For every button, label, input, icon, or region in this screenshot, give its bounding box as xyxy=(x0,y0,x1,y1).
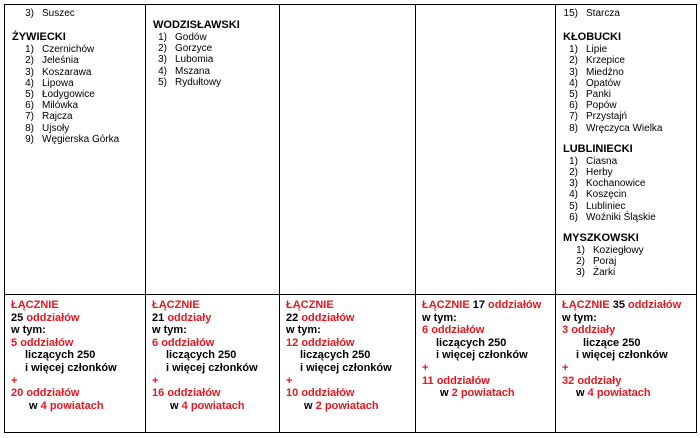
gmina-item: 4) Mszana xyxy=(158,65,211,77)
summary-heading: ŁĄCZNIE xyxy=(11,299,59,311)
gmina-item: 5) Rydułtowy xyxy=(158,76,222,88)
summary-row xyxy=(5,295,697,433)
summary-large-count: 3 oddziały xyxy=(562,324,616,337)
summary-large-desc: liczących 250 xyxy=(25,349,96,362)
summary-intro: w tym: xyxy=(152,324,187,337)
summary-intro: w tym: xyxy=(422,311,457,324)
gmina-item: 1) Godów xyxy=(158,32,207,43)
gmina-item: 1) Koziegłowy xyxy=(576,245,644,257)
summary-plus: + xyxy=(562,361,569,374)
gmina-list-myszkowski xyxy=(563,245,691,279)
summary-cell-2 xyxy=(146,295,280,433)
gmina-item: 2) Gorzyce xyxy=(158,43,213,55)
gmina-item: 2) Poraj xyxy=(576,256,617,268)
summary-intro: w tym: xyxy=(11,324,46,337)
summary-rest-count: 32 oddziały xyxy=(562,374,622,387)
gminas-cell-3 xyxy=(280,5,416,295)
gmina-item: 4) Lipowa xyxy=(25,77,74,89)
summary-where: w 4 powiatach xyxy=(29,399,104,412)
summary-intro: w tym: xyxy=(286,324,321,337)
gminas-cell-2 xyxy=(146,5,280,295)
gmina-item: 5) Łodygowice xyxy=(25,89,95,101)
gmina-list-continued xyxy=(563,8,691,19)
summary-rest-count: 11 oddziałów xyxy=(422,374,490,387)
gmina-item: 8) Ujsoły xyxy=(25,122,70,134)
summary-large-desc: liczących 250 xyxy=(300,349,371,362)
summary-large-desc: i więcej członków xyxy=(436,349,528,362)
gmina-item: 3) Lubomia xyxy=(158,54,214,66)
summary-rest-count: 16 oddziałów xyxy=(152,387,221,400)
summary-large-count: 6 oddziałów xyxy=(152,336,215,349)
summary-large-count: 5 oddziałów xyxy=(11,336,74,349)
gmina-item: 7) Przystajń xyxy=(569,111,628,123)
gmina-item: 3) Suszec xyxy=(25,8,75,19)
summary-large-desc: i więcej członków xyxy=(166,361,258,374)
summary-plus: + xyxy=(286,374,293,387)
gmina-item: 3) Miedźno xyxy=(569,66,624,78)
county-title-myszkowski: MYSZKOWSKI xyxy=(563,232,639,245)
gmina-list-continued xyxy=(12,8,140,19)
summary-cell-1 xyxy=(5,295,146,433)
gminas-cell-1 xyxy=(5,5,146,295)
summary-heading: ŁĄCZNIE xyxy=(286,299,334,311)
gmina-item: 15) Starcza xyxy=(563,8,620,19)
summary-plus: + xyxy=(422,361,429,374)
gmina-list-wodzislawski xyxy=(153,32,274,88)
gmina-item: 3) Koszarawa xyxy=(25,66,92,78)
summary-total: 25 oddziałów xyxy=(11,311,80,324)
summary-large-desc: i więcej członków xyxy=(25,361,117,374)
summary-rest-count: 10 oddziałów xyxy=(286,387,355,400)
summary-large-count: 6 oddziałów xyxy=(422,324,485,337)
summary-heading-total: ŁĄCZNIE 17 oddziałów xyxy=(422,299,542,311)
summary-large-desc: liczących 250 xyxy=(166,349,237,362)
gmina-item: 2) Jeleśnia xyxy=(25,55,79,67)
summary-large-desc: i więcej członków xyxy=(300,361,392,374)
county-title-wodzislawski: WODZISŁAWSKI xyxy=(153,19,240,31)
summary-cell-3 xyxy=(280,295,416,433)
summary-large-count: 12 oddziałów xyxy=(286,336,355,349)
gmina-item: 1) Czernichów xyxy=(25,44,95,56)
county-title-zywiecki: ŻYWIECKI xyxy=(12,31,66,44)
summary-plus: + xyxy=(152,374,159,387)
summary-total: 21 oddziały xyxy=(152,311,212,324)
districts-table xyxy=(4,4,697,433)
gmina-list-lubliniecki xyxy=(563,156,691,223)
summary-large-desc: i więcej członków xyxy=(576,349,668,362)
gmina-item: 5) Panki xyxy=(569,89,612,101)
summary-large-desc: liczące 250 xyxy=(583,336,641,349)
gmina-item: 3) Żarki xyxy=(576,267,616,279)
summary-plus: + xyxy=(11,374,18,387)
county-title-lubliniecki: LUBLINIECKI xyxy=(563,142,633,155)
summary-large-desc: liczących 250 xyxy=(436,336,507,349)
summary-heading-total: ŁĄCZNIE 35 oddziałów xyxy=(562,299,682,311)
gmina-item: 4) Opatów xyxy=(569,77,621,89)
gmina-item: 2) Herby xyxy=(569,167,613,179)
summary-rest-count: 20 oddziałów xyxy=(11,387,80,400)
gmina-item: 6) Milówka xyxy=(25,100,79,112)
gminas-cell-4 xyxy=(416,5,556,295)
gmina-item: 1) Ciasna xyxy=(569,155,618,167)
gmina-item: 5) Lubliniec xyxy=(569,200,626,212)
summary-intro: w tym: xyxy=(562,311,597,324)
gmina-item: 3) Kochanowice xyxy=(569,178,646,190)
gmina-item: 4) Koszęcin xyxy=(569,189,627,201)
gmina-list-klobucki xyxy=(563,44,691,134)
gmina-item: 6) Woźniki Śląskie xyxy=(569,211,656,223)
gmina-item: 6) Popów xyxy=(569,100,617,112)
gmina-item: 9) Węgierska Górka xyxy=(25,133,120,145)
gminas-cell-5 xyxy=(556,5,697,295)
summary-heading: ŁĄCZNIE xyxy=(152,299,200,311)
gmina-item: 8) Wręczyca Wielka xyxy=(569,122,663,134)
gmina-item: 2) Krzepice xyxy=(569,55,625,67)
summary-where: w 2 powiatach xyxy=(304,399,379,412)
summary-where: w 2 powiatach xyxy=(440,387,515,400)
summary-total: 22 oddziałów xyxy=(286,311,355,324)
summary-where: w 4 powiatach xyxy=(576,387,651,400)
gmina-list-zywiecki xyxy=(12,44,140,145)
county-title-klobucki: KŁOBUCKI xyxy=(563,31,622,44)
summary-where: w 4 powiatach xyxy=(170,399,245,412)
summary-cell-4 xyxy=(416,295,556,433)
gminas-row xyxy=(5,5,697,295)
summary-cell-5 xyxy=(556,295,697,433)
gmina-item: 7) Rajcza xyxy=(25,111,73,123)
gmina-item: 1) Lipie xyxy=(569,44,608,56)
